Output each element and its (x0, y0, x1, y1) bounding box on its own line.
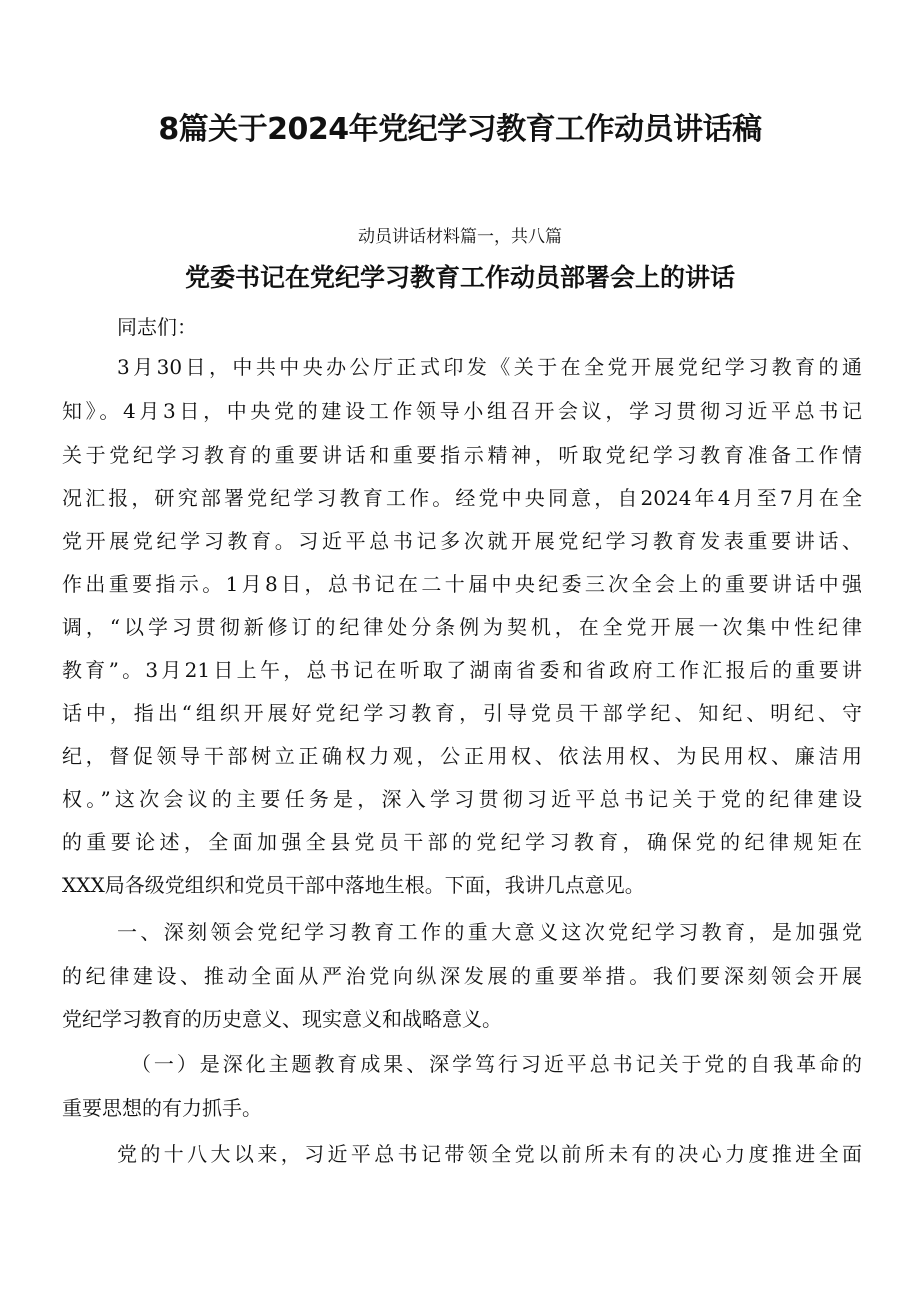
text-line: 3月30日，中共中央办公厅正式印发《关于在全党开展党纪学习教育的通 (117, 355, 862, 379)
text-line: 党开展党纪学习教育。习近平总书记多次就开展党纪学习教育发表重要讲话、 (62, 529, 862, 553)
text-line: 的重要论述，全面加强全县党员干部的党纪学习教育，确保党的纪律规矩在 (62, 830, 862, 854)
text-line: 党纪学习教育的历史意义、现实意义和战略意义。 (62, 1007, 502, 1031)
subheading-line: 重要思想的有力抓手。 (62, 1096, 262, 1120)
text-line: 纪，督促领导干部树立正确权力观，公正用权、依法用权、为民用权、廉洁用 (62, 744, 862, 768)
salutation: 同志们： (117, 315, 197, 339)
text-line: 话中，指出“组织开展好党纪学习教育，引导党员干部学纪、知纪、明纪、守 (62, 701, 862, 725)
text-line: 关于党纪学习教育的重要讲话和重要指示精神，听取党纪学习教育准备工作情 (62, 443, 862, 467)
subheading-line: （一）是深化主题教育成果、深学笃行习近平总书记关于党的自我革命的 (131, 1052, 862, 1076)
text-line: 的纪律建设、推动全面从严治党向纵深发展的重要举措。我们要深刻领会开展 (62, 964, 862, 988)
text-line: 权。”这次会议的主要任务是，深入学习贯彻习近平总书记关于党的纪律建设 (62, 787, 862, 811)
text-line: 知》。4月3日，中央党的建设工作领导小组召开会议，学习贯彻习近平总书记 (62, 399, 862, 423)
text-line: 作出重要指示。1月8日，总书记在二十届中央纪委三次全会上的重要讲话中强 (62, 572, 862, 596)
text-line: 调，“以学习贯彻新修订的纪律处分条例为契机，在全党开展一次集中性纪律 (62, 615, 862, 639)
text-line: 教育”。3月21日上午，总书记在听取了湖南省委和省政府工作汇报后的重要讲 (62, 658, 862, 682)
text-line: XXX局各级党组织和党员干部中落地生根。下面，我讲几点意见。 (62, 873, 645, 897)
document-title: 8篇关于2024年党纪学习教育工作动员讲话稿 (158, 112, 762, 147)
speech-title: 党委书记在党纪学习教育工作动员部署会上的讲话 (184, 263, 735, 292)
heading-line: 一、深刻领会党纪学习教育工作的重大意义这次党纪学习教育，是加强党 (117, 920, 862, 944)
text-line: 况汇报，研究部署党纪学习教育工作。经党中央同意，自2024年4月至7月在全 (62, 486, 862, 510)
section-label: 动员讲话材料篇一，共八篇 (358, 227, 562, 247)
text-line: 党的十八大以来，习近平总书记带领全党以前所未有的决心力度推进全面 (117, 1142, 862, 1166)
